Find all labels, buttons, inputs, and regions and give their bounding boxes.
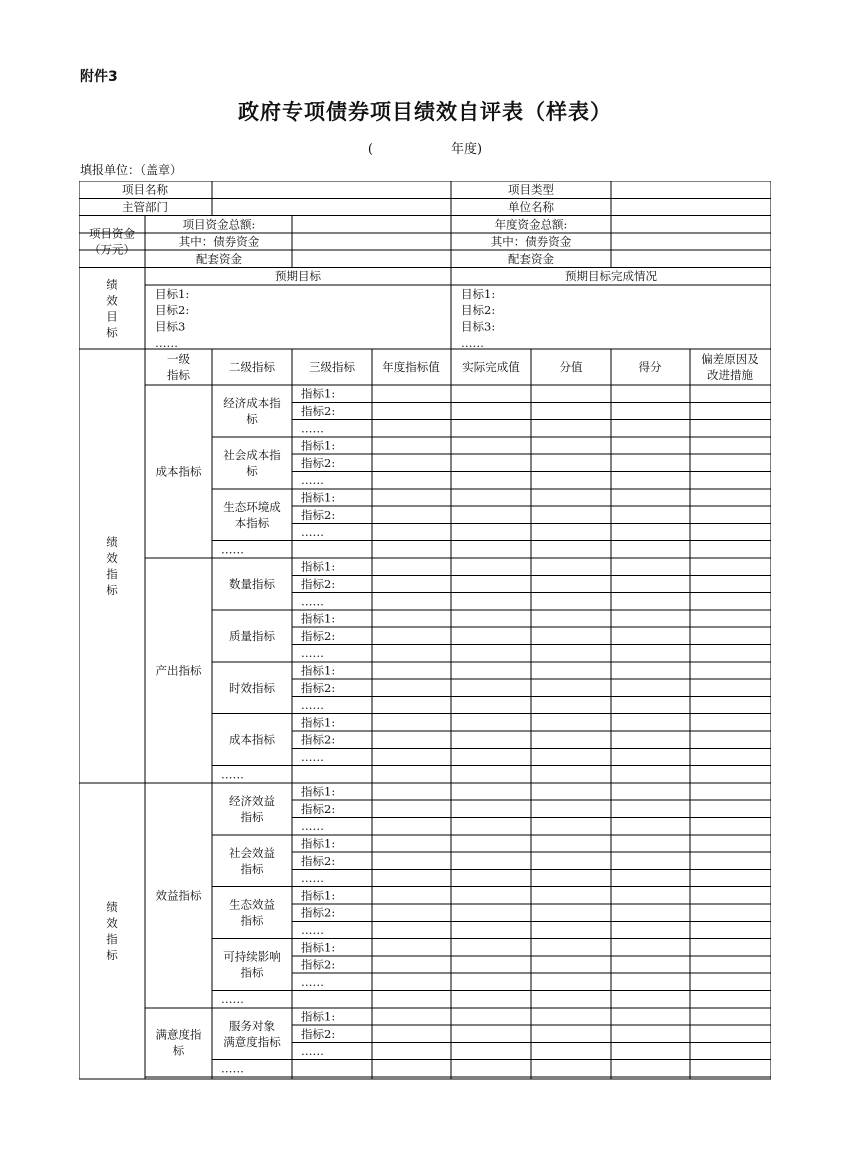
- indicator-item: 指标2:: [301, 853, 336, 868]
- indicator-section-label: 效: [106, 915, 118, 930]
- year-label: 年度): [451, 142, 483, 157]
- goal-item: 目标1:: [155, 286, 190, 301]
- document-title: 政府专项债券项目绩效自评表（样表）: [238, 99, 612, 124]
- indicator-item: 指标2:: [301, 680, 336, 695]
- indicator-item: ……: [301, 646, 324, 661]
- indicator-section-label: 指: [106, 931, 118, 946]
- indicator-item: ……: [221, 992, 244, 1007]
- indicator-item: 指标1:: [301, 559, 336, 574]
- header-deviation: 偏差原因及: [701, 352, 759, 366]
- indicator-item: 指标1:: [301, 784, 336, 799]
- goal-item: 目标3: [155, 319, 186, 334]
- level2-indicator: 成本指标: [229, 732, 275, 747]
- indicator-item: 指标1:: [301, 1009, 336, 1024]
- indicator-item: 指标1:: [301, 490, 336, 505]
- year-open-paren: (: [367, 142, 373, 157]
- indicator-item: 指标2:: [301, 957, 336, 972]
- indicator-item: 指标1:: [301, 663, 336, 678]
- level2-indicator: 指标: [240, 809, 264, 824]
- indicator-section-label: 绩: [106, 899, 118, 914]
- indicator-item: 指标2:: [301, 732, 336, 747]
- level2-indicator: 社会成本指: [223, 447, 281, 462]
- indicator-item: 指标1:: [301, 611, 336, 626]
- indicator-item: 指标2:: [301, 905, 336, 920]
- goals-section-label: 目: [106, 309, 118, 324]
- indicator-item: 指标2:: [301, 403, 336, 418]
- indicator-item: 指标2:: [301, 1026, 336, 1041]
- indicator-item: ……: [301, 1044, 324, 1059]
- indicator-item: ……: [301, 871, 324, 886]
- level2-indicator: 经济效益: [229, 793, 275, 808]
- level1-indicator: 满意度指: [155, 1027, 202, 1042]
- goals-section-label: 效: [106, 293, 118, 308]
- indicator-section-label: 绩: [106, 534, 118, 549]
- header-level1: 指标: [167, 368, 190, 382]
- goals-section-label: 绩: [106, 277, 118, 292]
- indicator-item: ……: [301, 525, 324, 540]
- indicator-item: ……: [301, 421, 324, 436]
- header-level1: 一级: [167, 352, 190, 366]
- goal-completion-header: 预期目标完成情况: [565, 269, 657, 284]
- header-annual-target: 年度指标值: [382, 360, 440, 374]
- reporting-unit: 填报单位：（盖章）: [80, 163, 183, 177]
- level2-indicator: 指标: [240, 965, 264, 980]
- matching-funds-label: 配套资金: [196, 251, 242, 266]
- level2-indicator: 服务对象: [229, 1018, 275, 1033]
- indicator-item: ……: [301, 749, 324, 764]
- indicator-item: 指标2:: [301, 455, 336, 470]
- header-score-value: 分值: [559, 360, 583, 374]
- funds-label: （万元）: [89, 242, 135, 257]
- indicator-item: 指标1:: [301, 386, 336, 401]
- indicator-item: ……: [301, 473, 324, 488]
- goal-item: 目标2:: [155, 303, 190, 318]
- level2-indicator: 本指标: [234, 515, 270, 530]
- matching-funds-label: 配套资金: [508, 251, 554, 266]
- level1-indicator: 产出指标: [155, 663, 202, 678]
- annual-funds-label: 年度资金总额:: [494, 217, 568, 232]
- indicator-item: 指标2:: [301, 628, 336, 643]
- level2-indicator: 指标: [240, 913, 264, 928]
- level2-indicator: 数量指标: [229, 576, 275, 591]
- indicator-item: ……: [221, 767, 244, 782]
- indicator-item: 指标2:: [301, 507, 336, 522]
- goal-item: ……: [155, 336, 178, 350]
- indicator-item: 指标2:: [301, 801, 336, 816]
- level2-indicator: 社会效益: [229, 845, 275, 860]
- level2-indicator: 生态效益: [229, 897, 275, 912]
- indicator-item: ……: [301, 922, 324, 937]
- indicator-section-label: 效: [106, 550, 118, 565]
- level2-indicator: 满意度指标: [223, 1034, 281, 1049]
- level2-indicator: 质量指标: [229, 628, 275, 643]
- level2-indicator: 经济成本指: [223, 395, 281, 410]
- goal-item: ……: [461, 336, 484, 350]
- bond-funds-label: 其中：债券资金: [178, 234, 260, 249]
- indicator-section-label: 标: [106, 582, 118, 597]
- total-funds-label: 项目资金总额:: [182, 217, 256, 232]
- level2-indicator: 标: [246, 463, 258, 478]
- year-line: [0, 138, 850, 157]
- evaluation-table: [79, 181, 771, 1081]
- header-actual-value: 实际完成值: [462, 360, 520, 374]
- goal-item: 目标2:: [461, 303, 496, 318]
- level1-indicator: 成本指标: [155, 464, 202, 479]
- indicator-section-label: 标: [106, 947, 118, 962]
- annex-label: 附件3: [80, 69, 118, 85]
- level1-indicator: 标: [172, 1043, 185, 1058]
- header-score: 得分: [638, 360, 662, 374]
- level2-indicator: 标: [246, 411, 258, 426]
- level2-indicator: 指标: [240, 861, 264, 876]
- goal-item: 目标1:: [461, 286, 496, 301]
- indicator-item: 指标1:: [301, 836, 336, 851]
- project-name-label: 项目名称: [122, 182, 168, 197]
- unit-name-label: 单位名称: [508, 199, 554, 214]
- header-level3: 三级指标: [309, 360, 355, 374]
- project-type-label: 项目类型: [508, 182, 554, 197]
- level2-indicator: 生态环境成: [223, 499, 281, 514]
- indicator-item: ……: [301, 698, 324, 713]
- header-deviation: 改进措施: [707, 368, 753, 382]
- funds-label: 项目资金: [89, 226, 135, 241]
- header-level2: 二级指标: [229, 360, 275, 374]
- indicator-item: 指标1:: [301, 888, 336, 903]
- indicator-section-label: 指: [106, 566, 118, 581]
- indicator-item: ……: [221, 1061, 244, 1076]
- indicator-item: ……: [301, 974, 324, 989]
- bond-funds-label: 其中：债券资金: [490, 234, 572, 249]
- indicator-item: 指标1:: [301, 715, 336, 730]
- level2-indicator: 时效指标: [229, 680, 275, 695]
- goals-section-label: 标: [106, 325, 118, 340]
- indicator-item: 指标1:: [301, 438, 336, 453]
- indicator-item: ……: [221, 542, 244, 557]
- indicator-item: 指标1:: [301, 940, 336, 955]
- level2-indicator: 可持续影响: [223, 949, 281, 964]
- indicator-item: ……: [301, 594, 324, 609]
- goal-item: 目标3:: [461, 319, 496, 334]
- department-label: 主管部门: [122, 199, 168, 214]
- level1-indicator: 效益指标: [155, 888, 202, 903]
- indicator-item: 指标2:: [301, 576, 336, 591]
- indicator-item: ……: [301, 819, 324, 834]
- expected-goals-header: 预期目标: [275, 269, 321, 284]
